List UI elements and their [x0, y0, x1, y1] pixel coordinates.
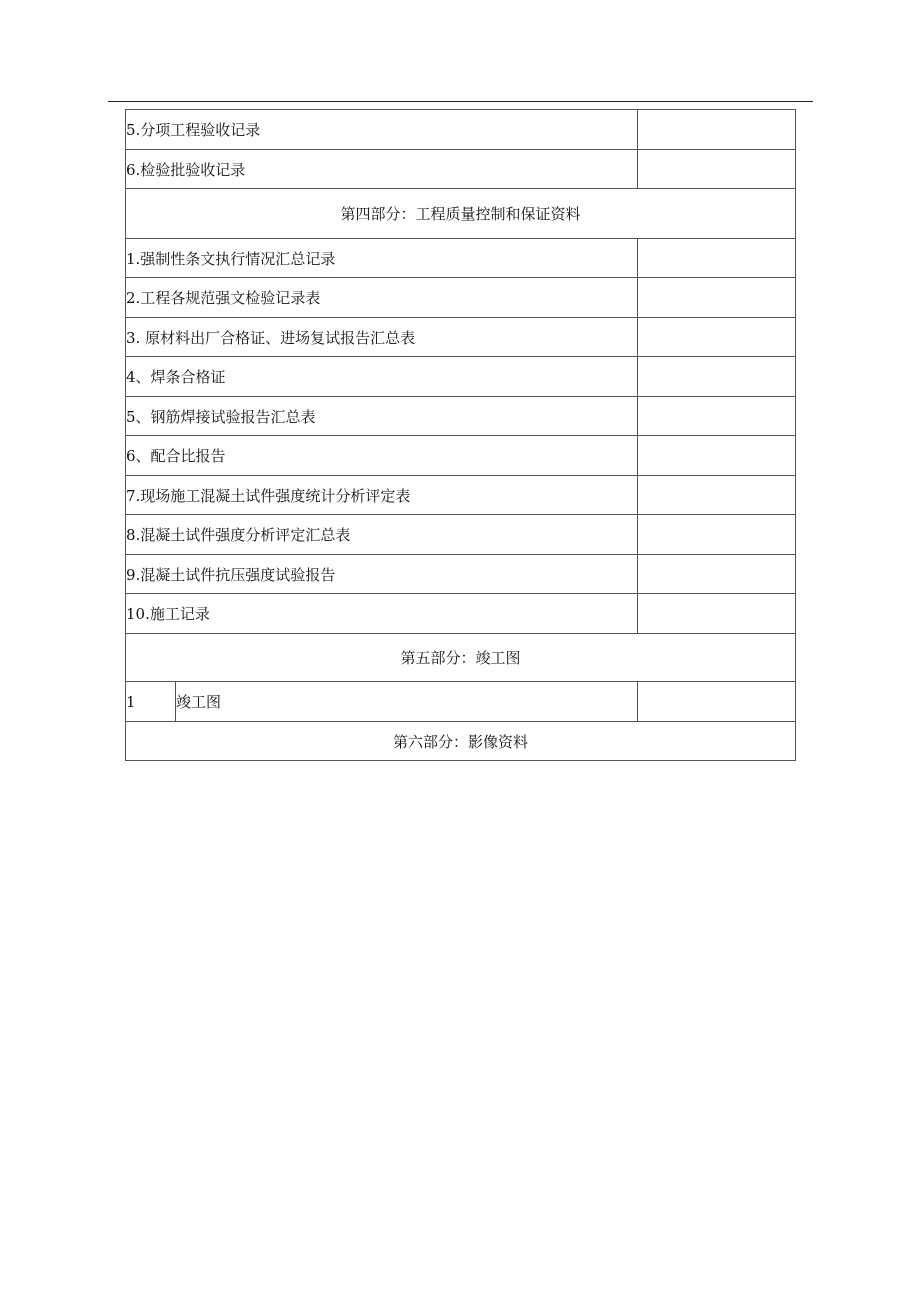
section-title: 第六部分：影像资料	[126, 722, 796, 761]
remark-cell	[638, 357, 796, 397]
table-row	[126, 594, 796, 634]
table-row	[126, 436, 796, 476]
row-text: 5、钢筋焊接试验报告汇总表	[126, 397, 638, 436]
table-row	[126, 278, 796, 318]
remark-cell	[638, 110, 796, 150]
row-text: 2.工程各规范强文检验记录表	[126, 278, 638, 318]
remark-cell	[638, 318, 796, 357]
row-text: 7.现场施工混凝土试件强度统计分析评定表	[126, 476, 638, 515]
row-number: 1	[126, 682, 176, 722]
row-text: 9.混凝土试件抗压强度试验报告	[126, 555, 638, 594]
row-text: 8.混凝土试件强度分析评定汇总表	[126, 515, 638, 555]
table-row	[126, 110, 796, 150]
table-row	[126, 515, 796, 555]
remark-cell	[638, 515, 796, 555]
section-row	[126, 189, 796, 239]
remark-cell	[638, 278, 796, 318]
remark-cell	[638, 239, 796, 278]
remark-cell	[638, 436, 796, 476]
table-row	[126, 682, 796, 722]
row-text: 竣工图	[176, 682, 638, 722]
remark-cell	[638, 682, 796, 722]
table-row	[126, 318, 796, 357]
table-row	[126, 239, 796, 278]
remark-cell	[638, 555, 796, 594]
remark-cell	[638, 150, 796, 189]
row-text: 4、焊条合格证	[126, 357, 638, 397]
row-text: 1.强制性条文执行情况汇总记录	[126, 239, 638, 278]
table-row	[126, 357, 796, 397]
row-text: 6、配合比报告	[126, 436, 638, 476]
header-rule	[108, 101, 813, 102]
table-row	[126, 397, 796, 436]
row-text: 10.施工记录	[126, 594, 638, 634]
row-text: 3. 原材料出厂合格证、进场复试报告汇总表	[126, 318, 638, 357]
document-table	[125, 109, 796, 761]
section-row	[126, 722, 796, 761]
table-row	[126, 555, 796, 594]
section-row	[126, 634, 796, 682]
remark-cell	[638, 476, 796, 515]
row-text: 5.分项工程验收记录	[126, 110, 638, 150]
section-title: 第四部分：工程质量控制和保证资料	[126, 189, 796, 239]
remark-cell	[638, 594, 796, 634]
row-text: 6.检验批验收记录	[126, 150, 638, 189]
section-title: 第五部分：竣工图	[126, 634, 796, 682]
table-row	[126, 476, 796, 515]
remark-cell	[638, 397, 796, 436]
table-row	[126, 150, 796, 189]
